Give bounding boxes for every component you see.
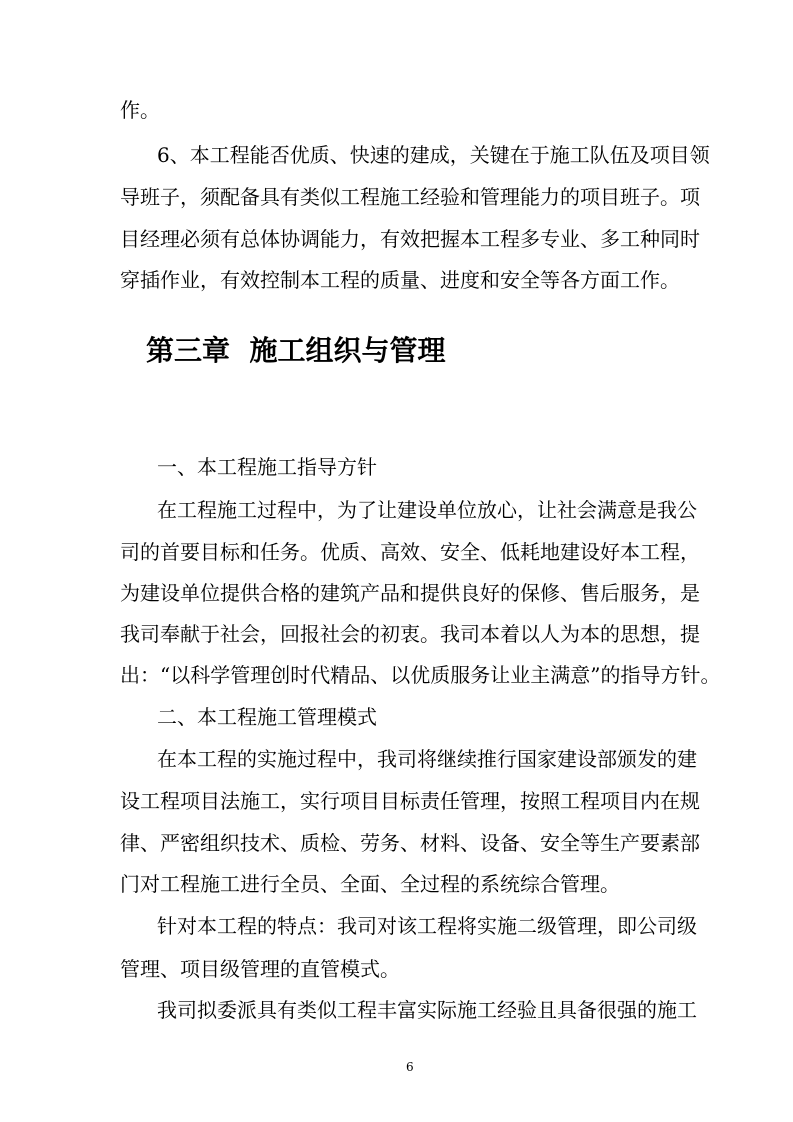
text-line: 司的首要目标和任务。优质、高效、安全、低耗地建设好本工程， [120, 540, 700, 564]
text-line: 为建设单位提供合格的建筑产品和提供良好的保修、售后服务，是 [120, 581, 700, 605]
text-line: 我司奉献于社会，回报社会的初衷。我司本着以人为本的思想，提 [120, 622, 700, 646]
text-line: 律、严密组织技术、质检、劳务、材料、设备、安全等生产要素部 [120, 831, 700, 855]
text-line: 导班子，须配备具有类似工程施工经验和管理能力的项目班子。项 [120, 185, 700, 209]
text-line: 门对工程施工进行全员、全面、全过程的系统综合管理。 [120, 872, 620, 896]
text-line: 在工程施工过程中，为了让建设单位放心，让社会满意是我公 [157, 498, 697, 522]
text-line: 在本工程的实施过程中，我司将继续推行国家建设部颁发的建 [157, 747, 697, 771]
text-line: 作。 [120, 98, 160, 122]
page-number: 6 [406, 1060, 414, 1074]
text-line: 我司拟委派具有类似工程丰富实际施工经验且具备很强的施工 [157, 998, 697, 1022]
chapter-title: 第三章 施工组织与管理 [146, 334, 446, 367]
text-line: 管理、项目级管理的直管模式。 [120, 957, 400, 981]
text-line: 6、本工程能否优质、快速的建成，关键在于施工队伍及项目领 [157, 143, 710, 167]
text-line: 针对本工程的特点：我司对该工程将实施二级管理，即公司级 [157, 914, 697, 938]
text-line: 设工程项目法施工，实行项目目标责任管理，按照工程项目内在规 [120, 789, 700, 813]
section-heading: 一、本工程施工指导方针 [157, 455, 377, 479]
text-line: 出：“以科学管理创时代精品、以优质服务让业主满意”的指导方针。 [120, 663, 721, 687]
text-line: 目经理必须有总体协调能力，有效把握本工程多专业、多工种同时 [120, 227, 700, 251]
text-line: 穿插作业，有效控制本工程的质量、进度和安全等各方面工作。 [120, 268, 680, 292]
section-heading: 二、本工程施工管理模式 [157, 705, 377, 729]
